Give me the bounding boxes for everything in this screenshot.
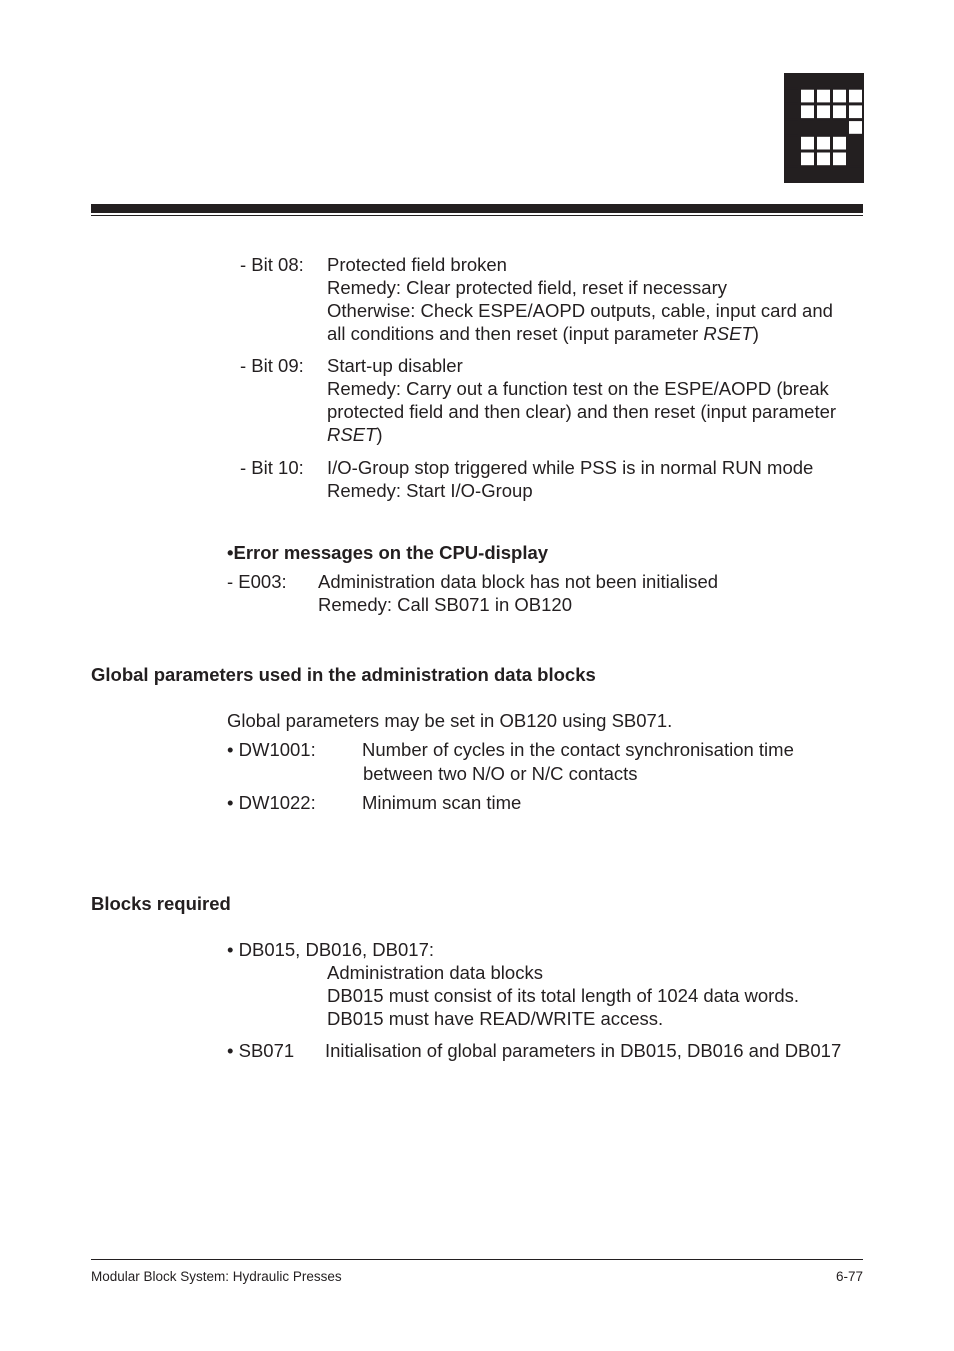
logo-cell [833,105,847,119]
bit-09-description: Start-up disabler Remedy: Carry out a function test on the ESPE/AOPD (break protected field and then clear) and then reset (input parameter RSET) [327,355,837,445]
logo-cell [849,74,863,88]
header-rule [91,204,863,213]
footer-title: Modular Block System: Hydraulic Presses [91,1269,342,1284]
logo-cell [849,89,863,103]
logo-cell [833,74,847,88]
db-blocks-label: • DB015, DB016, DB017: [227,939,435,960]
logo-cell [785,89,799,103]
logo-cell [801,105,815,119]
logo-cell [817,121,831,135]
bit-08-description: Protected field broken Remedy: Clear protected field, reset if necessary Otherwise: Check ESPE/AOPD outputs, cable, input card and all conditions and then reset (input parameter RSET) [327,254,833,344]
bit-09-label: - Bit 09: [240,355,304,376]
cpu-errors-heading: •Error messages on the CPU-display [227,542,549,563]
logo-cell [849,121,863,135]
page-number: 6-77 [835,1269,863,1284]
logo-cell [833,121,847,135]
logo-cell [833,89,847,103]
e003-description: Administration data block has not been initialised Remedy: Call SB071 in OB120 [318,571,719,615]
logo-cell [785,105,799,119]
logo-cell [817,105,831,119]
logo-cell [801,121,815,135]
logo-cell [833,136,847,150]
logo-cell [801,74,815,88]
bit-10-description: I/O-Group stop triggered while PSS is in normal RUN mode Remedy: Start I/O-Group [327,457,814,501]
logo-cell [785,136,799,150]
blocks-required-heading: Blocks required [91,893,231,914]
logo-cell [817,74,831,88]
bit-10-label: - Bit 10: [240,457,304,478]
bit-08-label: - Bit 08: [240,254,304,275]
sb071-description: Initialisation of global parameters in DB015, DB016 and DB017 [325,1040,842,1061]
dw1001-label: • DW1001: [227,739,316,760]
logo-cell [833,152,847,166]
logo-cell [785,74,799,88]
logo-cell [785,168,799,182]
footer-rule [91,1259,863,1260]
logo-cell [785,121,799,135]
logo-cell [817,89,831,103]
logo-cell [801,152,815,166]
logo-cell [833,168,847,182]
dw1022-label: • DW1022: [227,792,316,813]
header-rule-thin [91,215,863,216]
logo-cell [801,168,815,182]
dw1001-description-line2: between two N/O or N/C contacts [363,763,638,784]
logo-cell [801,89,815,103]
logo-cell [785,152,799,166]
logo-cell [817,136,831,150]
logo-cell [849,168,863,182]
global-params-heading: Global parameters used in the administration data blocks [91,664,596,685]
db-blocks-description: Administration data blocks DB015 must consist of its total length of 1024 data words. DB015 must have READ/WRITE access. [327,962,800,1029]
logo-cell [817,152,831,166]
sb071-label: • SB071 [227,1040,295,1061]
logo-cell [801,136,815,150]
logo-cell [817,168,831,182]
dw1001-description-line1: Number of cycles in the contact synchronisation time [362,739,794,760]
logo-cell [849,136,863,150]
dw1022-description: Minimum scan time [362,792,522,813]
block-grid-logo-icon [784,73,864,183]
logo-cell [849,152,863,166]
global-params-intro: Global parameters may be set in OB120 using SB071. [227,710,673,731]
e003-label: - E003: [227,571,287,592]
logo-cell [849,105,863,119]
